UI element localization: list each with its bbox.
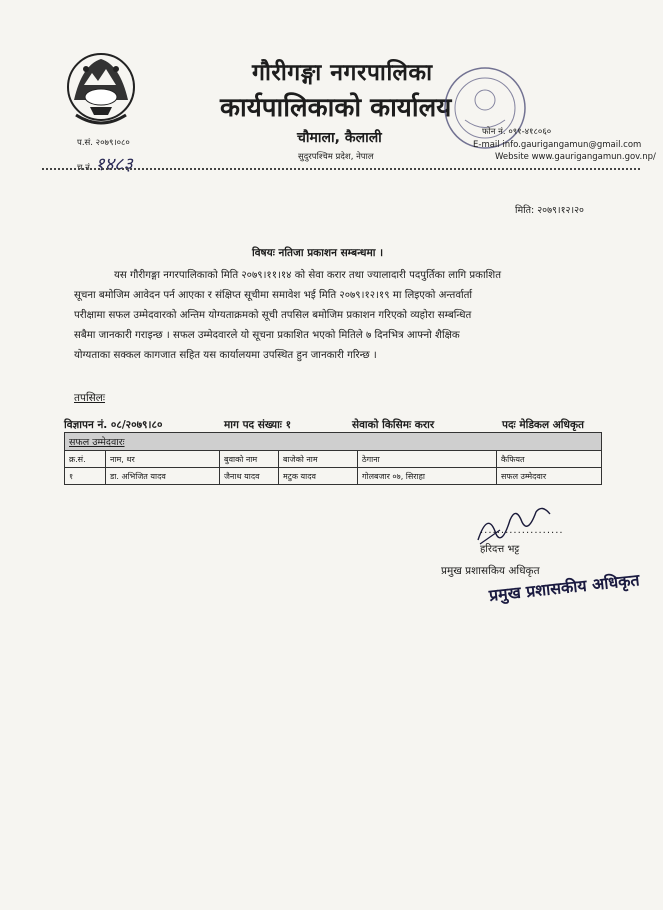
column-header: कैफियत [497,451,602,468]
table-cell: १ [65,468,106,485]
website-url: www.gaurigangamun.gov.np/ [531,152,656,162]
reference-cn-value: १४८३ [95,154,133,175]
table-section-title: सफल उम्मेदवारः [69,437,125,448]
reference-ps: प.सं. २०७९।०८० [77,138,130,148]
phone-label: फोन नं. [482,127,506,137]
schedule-label: तपसिलः [74,392,106,404]
province-name: सुदुरपश्चिम प्रदेश, नेपाल [298,152,374,162]
email-label: E-mail [473,140,500,150]
website-label: Website [495,152,529,162]
table-section-header [65,433,602,451]
reference-cn-label: च.नं. [77,163,93,173]
column-header: बाजेको नाम [279,451,358,468]
body-line-4: सबैमा जानकारी गराइन्छ । सफल उम्मेदवारले यो सूचना प्रकाशित भएको मितिले ७ दिनभित्र आफ्नो शैक्षिक [74,330,460,341]
reference-cn [77,152,133,176]
header-divider [42,168,640,170]
result-table [64,432,602,485]
column-header: बुवाको नाम [220,451,279,468]
post-count: माग पद संख्याः १ [224,419,292,431]
office-location: चौमाला, कैलाली [297,130,382,146]
column-header: नाम, थर [106,451,220,468]
phone-number: ०९१-४१८०६० [508,127,552,137]
email-address: info.gaurigangamun@gmail.com [502,140,642,150]
letter-date: मिति: २०७९।१२।२० [515,205,584,216]
post-name: पदः मेडिकल अधिकृत [502,419,585,431]
service-type: सेवाको किसिमः करार [352,419,435,431]
body-line-5: योग्यताका सक्कल कागजात सहित यस कार्यालयमा उपस्थित हुन जानकारी गरिन्छ । [74,350,377,361]
column-header: ठेगाना [358,451,497,468]
signature-line: .................... [480,525,564,536]
letter-subject: विषयः नतिजा प्रकाशन सम्बन्धमा । [252,247,384,259]
phone-line [482,126,551,137]
table-row [65,468,602,485]
table-cell: गोलबजार ०७, सिराहा [358,468,497,485]
body-line-2: सूचना बमोजिम आवेदन पर्न आएका र संक्षिप्त सूचीमा समावेश भई मिति २०७९।१२।१९ मा लिइएको अन्तर्वार्ता [74,290,473,301]
table-cell: सफल उम्मेदवार [497,468,602,485]
body-line-1: यस गौरीगङ्गा नगरपालिकाको मिति २०७९।११।१४ को सेवा करार तथा ज्यालादारी पदपुर्तिका लागि प्रकाशित [114,270,502,281]
table-cell: मटुक यादव [279,468,358,485]
designation-stamp: प्रमुख प्रशासकीय अधिकृत [488,570,641,605]
email-line [473,140,641,150]
signatory-designation: प्रमुख प्रशासकिय अधिकृत [441,565,540,577]
column-header: क्र.सं. [65,451,106,468]
table-cell: जैनाथ यादव [220,468,279,485]
body-line-3: परीक्षामा सफल उम्मेदवारको अन्तिम योग्यताक्रमको सूची तपसिल बमोजिम प्रकाशन गरिएको व्यहोरा सम्बन्धित [74,310,472,321]
nepal-emblem-icon [62,45,140,133]
table-header-row [65,451,602,468]
signatory-name: हरिदत्त भट्ट [480,544,520,555]
website-line [495,152,656,162]
notice-number: विज्ञापन नं. ०८/२०७९।८० [64,419,163,431]
table-cell: डा. अभिजित यादव [106,468,220,485]
municipality-name: गौरीगङ्गा नगरपालिका [252,60,433,86]
office-name: कार्यपालिकाको कार्यालय [220,93,452,123]
